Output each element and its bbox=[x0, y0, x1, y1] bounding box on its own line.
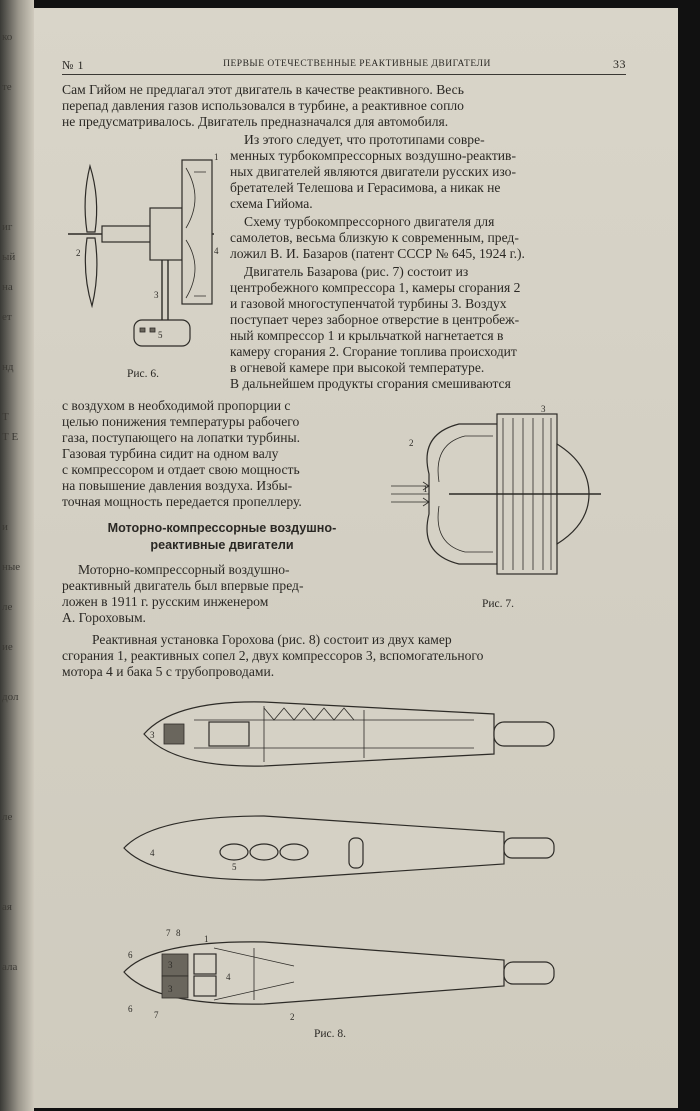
text-line: ложен в 1911 г. русским инженером bbox=[62, 594, 269, 609]
fig8-label: 7 bbox=[166, 928, 171, 938]
running-head bbox=[62, 56, 626, 75]
text-line: Схему турбокомпрессорного двигателя для bbox=[244, 214, 495, 229]
figure-7-caption: Рис. 7. bbox=[482, 598, 515, 610]
page-number: 33 bbox=[613, 57, 626, 71]
fig7-label: 3 bbox=[541, 404, 546, 414]
text-line: ных двигателей являются двигатели русских изо- bbox=[230, 164, 516, 179]
text-line: Из этого следует, что прототипами совре- bbox=[244, 132, 485, 147]
text-line: Сам Гийом не предлагал этот двигатель в качестве реактивного. Весь bbox=[62, 82, 464, 97]
text-line: точная мощность передается пропеллеру. bbox=[62, 494, 302, 509]
facing-page-fragment: дол bbox=[2, 691, 19, 703]
text-line: камеру сгорания 2. Сгорание топлива происходит bbox=[230, 344, 517, 359]
fig7-label: 2 bbox=[409, 438, 414, 448]
fig8-label: 6 bbox=[128, 1004, 133, 1014]
text-line: перепад давления газов использовался в турбине, а реактивное сопло bbox=[62, 98, 464, 113]
facing-page-fragment: ие bbox=[2, 641, 13, 653]
section-heading bbox=[62, 520, 382, 554]
facing-page-fragment: ле bbox=[2, 811, 13, 823]
fig7-label: 1 bbox=[423, 484, 428, 494]
text-line: ный компрессор 1 и крыльчаткой нагнетается в bbox=[230, 328, 504, 343]
fig6-label: 4 bbox=[214, 246, 219, 256]
section-heading-line: реактивные двигатели bbox=[150, 538, 294, 552]
facing-page-fragment: ко bbox=[2, 31, 13, 43]
text-line: В дальнейшем продукты сгорания смешиваются bbox=[230, 376, 511, 391]
facing-page-fragment: ый bbox=[2, 251, 16, 263]
text-line: ложил В. И. Базаров (патент СССР № 645, 1924 г.). bbox=[230, 246, 525, 261]
fig8-label: 4 bbox=[226, 972, 231, 982]
facing-page-fragment: ая bbox=[2, 901, 12, 913]
fig6-label: 2 bbox=[76, 248, 81, 258]
fig8-label: 3 bbox=[168, 960, 173, 970]
fig6-label: 5 bbox=[158, 330, 163, 340]
text-line: сгорания 1, реактивных сопел 2, двух компрессоров 3, вспомогательного bbox=[62, 648, 484, 663]
fig8-label: 4 bbox=[150, 848, 155, 858]
section-heading-line: Моторно-компрессорные воздушно- bbox=[107, 521, 337, 535]
figure-8-plan-view bbox=[114, 804, 564, 889]
text-line: целью понижения температуры рабочего bbox=[62, 414, 300, 429]
text-line: с воздухом в необходимой пропорции с bbox=[62, 398, 291, 413]
text-line: с компрессором и отдает свою мощность bbox=[62, 462, 300, 477]
text-line: центробежного компрессора 1, камеры сгорания 2 bbox=[230, 280, 521, 295]
facing-page-fragment: те bbox=[2, 81, 12, 93]
facing-page-fragment: иг bbox=[2, 221, 13, 233]
text-line: Газовая турбина сидит на одном валу bbox=[62, 446, 279, 461]
facing-page-fragment: ет bbox=[2, 311, 12, 323]
text-line: и газовой многоступенчатой турбины 3. Воздух bbox=[230, 296, 507, 311]
text-line: поступает через заборное отверстие в центробеж- bbox=[230, 312, 520, 327]
text-line: мотора 4 и бака 5 с трубопроводами. bbox=[62, 664, 275, 679]
facing-page-fragment: Т bbox=[2, 411, 9, 423]
figure-6-caption: Рис. 6. bbox=[127, 368, 160, 380]
fig8-label: 3 bbox=[168, 984, 173, 994]
facing-page-fragment: и bbox=[2, 521, 8, 533]
fig8-label: 7 bbox=[154, 1010, 159, 1020]
facing-page-edge bbox=[0, 0, 34, 1111]
text-line: реактивный двигатель был впервые пред- bbox=[62, 578, 304, 593]
figure-6-turbine-diagram bbox=[64, 148, 224, 363]
text-line: Реактивная установка Горохова (рис. 8) состоит из двух камер bbox=[92, 632, 452, 647]
text-line: Моторно-компрессорный воздушно- bbox=[78, 562, 290, 577]
figure-8-caption: Рис. 8. bbox=[314, 1028, 347, 1040]
facing-page-fragment: ала bbox=[2, 961, 18, 973]
fig8-label: 8 bbox=[176, 928, 181, 938]
text-line: не предусматривалось. Двигатель предназначался для автомобиля. bbox=[62, 114, 449, 129]
fig8-label: 3 bbox=[150, 730, 155, 740]
fig8-label: 6 bbox=[128, 950, 133, 960]
text-line: А. Гороховым. bbox=[62, 610, 146, 625]
facing-page-fragment: ле bbox=[2, 601, 13, 613]
text-line: в огневой камере при высокой температуре. bbox=[230, 360, 485, 375]
figure-8-side-section bbox=[114, 692, 564, 772]
fig6-label: 3 bbox=[154, 290, 159, 300]
facing-page-fragment: нд bbox=[2, 361, 14, 373]
text-line: газа, поступающего на лопатки турбины. bbox=[62, 430, 301, 445]
text-line: бретателей Телешова и Герасимова, а никак не bbox=[230, 180, 501, 195]
facing-page-fragment: на bbox=[2, 281, 13, 293]
figure-8-top-section bbox=[114, 920, 564, 1022]
issue-number: № 1 bbox=[62, 58, 84, 72]
fig6-label: 1 bbox=[214, 152, 219, 162]
text-line: на повышение давления воздуха. Избы- bbox=[62, 478, 293, 493]
fig8-label: 5 bbox=[232, 862, 237, 872]
text-line: схема Гийома. bbox=[230, 196, 313, 211]
fig8-label: 2 bbox=[290, 1012, 295, 1022]
book-page bbox=[34, 8, 678, 1108]
text-line: Двигатель Базарова (рис. 7) состоит из bbox=[244, 264, 469, 279]
figure-7-bazarov-engine-diagram bbox=[389, 404, 604, 594]
text-line: менных турбокомпрессорных воздушно-реактив- bbox=[230, 148, 516, 163]
text-line: самолетов, весьма близкую к современным, пред- bbox=[230, 230, 519, 245]
facing-page-fragment: Т Е bbox=[2, 431, 19, 443]
running-title: ПЕРВЫЕ ОТЕЧЕСТВЕННЫЕ РЕАКТИВНЫЕ ДВИГАТЕЛИ bbox=[223, 59, 491, 69]
facing-page-fragment: ные bbox=[2, 561, 21, 573]
fig8-label: 1 bbox=[204, 934, 209, 944]
